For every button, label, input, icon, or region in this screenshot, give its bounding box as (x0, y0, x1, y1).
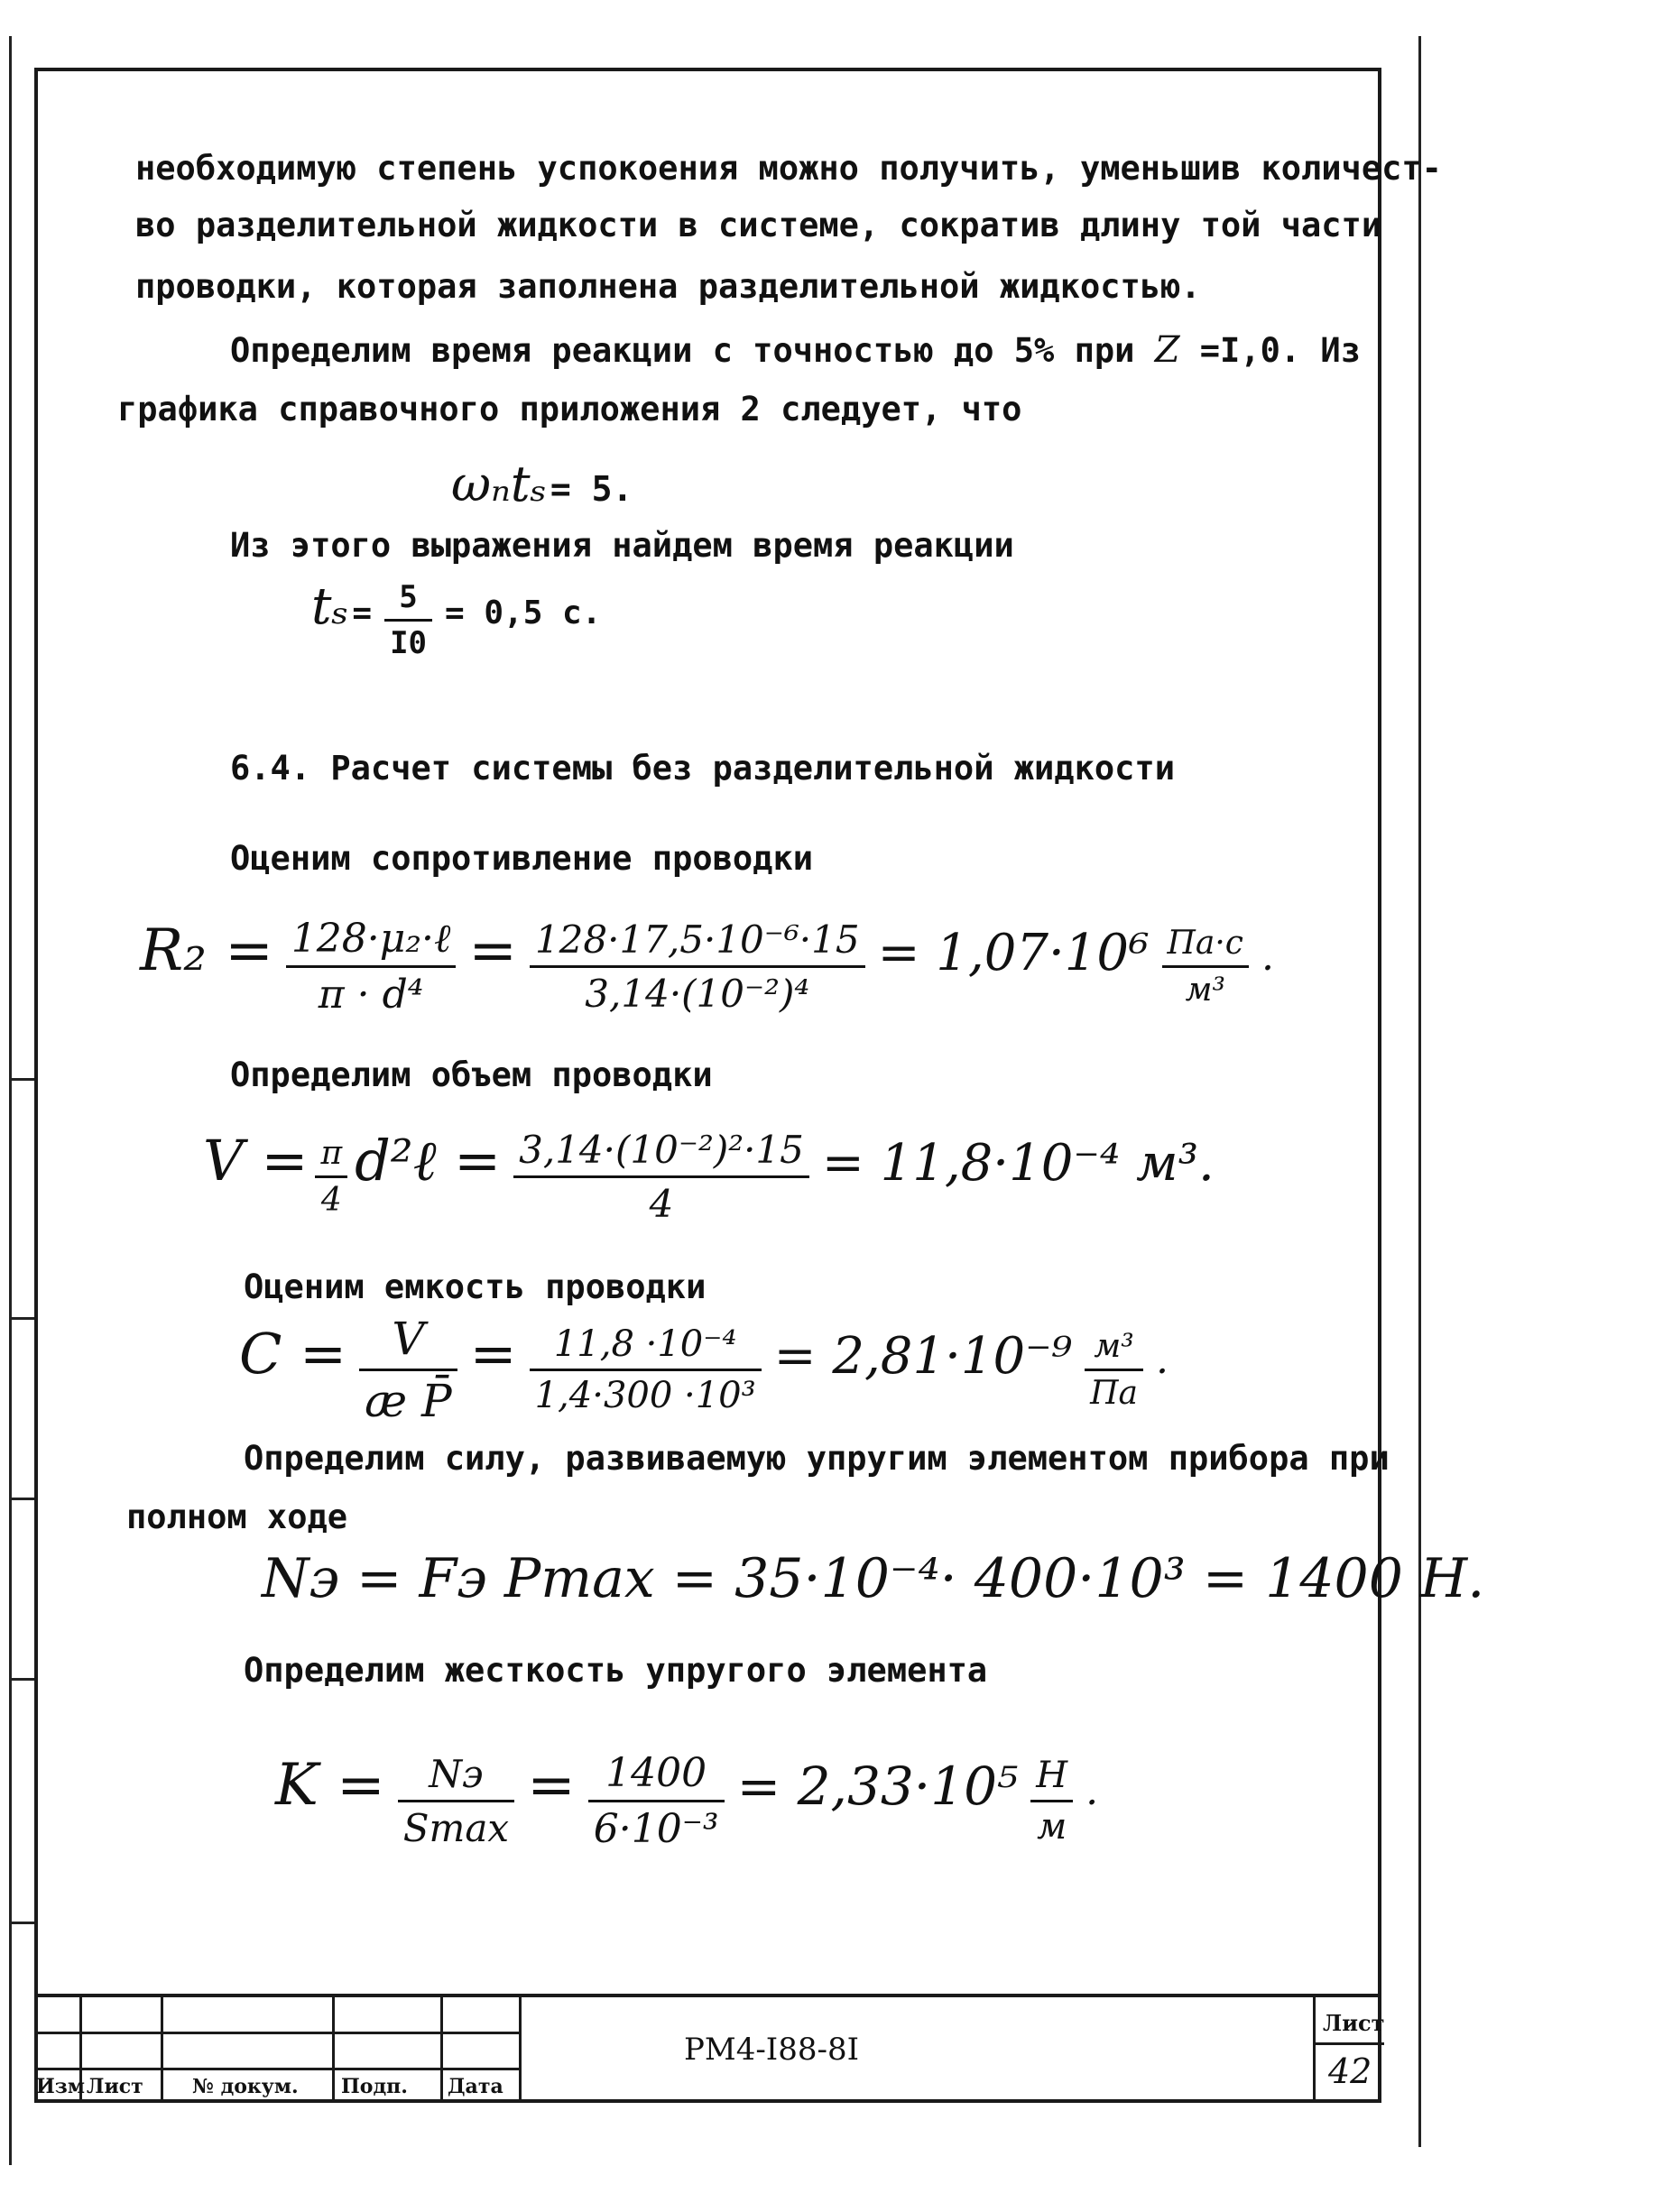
paragraph-line: графика справочного приложения 2 следует, что (117, 390, 1022, 429)
paragraph-text: =I,0. Из (1199, 331, 1361, 370)
unit-fraction (1162, 925, 1249, 1009)
fraction (359, 1313, 457, 1427)
fraction-numerator: π (320, 1135, 343, 1172)
grid-line (332, 1997, 335, 2103)
equals-sign: = (469, 1321, 517, 1387)
fraction-denominator: 6·10⁻³ (588, 1800, 725, 1852)
fraction-denominator: æ P̄ (359, 1369, 457, 1427)
grid-line (34, 2032, 522, 2034)
paragraph-line: полном ходе (126, 1498, 348, 1536)
equation-lhs: K = (275, 1752, 385, 1820)
sheet-box (1313, 1997, 1384, 2103)
grid-line (34, 2068, 522, 2070)
equation-rhs: = 5. (550, 469, 633, 509)
equation-lhs: C = (239, 1321, 347, 1387)
unit-denominator: м³ (1162, 965, 1249, 1009)
section-heading: 6.4. Расчет системы без разделительной жидкости (230, 749, 1175, 788)
fraction-numerator: Nэ (429, 1752, 484, 1796)
fraction-numerator: 128·μ₂·ℓ (291, 916, 451, 962)
fraction-numerator: V (392, 1313, 425, 1365)
col-data-label: Дата (448, 2075, 503, 2098)
equation-result: = 2,33·10⁵ (736, 1756, 1019, 1818)
paragraph-line: проводки, которая заполнена разделительной жидкостью. (135, 267, 1201, 306)
fraction-denominator: 1,4·300 ·10³ (530, 1369, 762, 1416)
sheet-separator (1316, 2042, 1384, 2045)
grid-line (519, 1997, 522, 2103)
fraction-denominator: 4 (513, 1175, 809, 1226)
equals-sign: = (527, 1752, 576, 1820)
equation-period: . (1261, 934, 1274, 981)
col-doc-label: № докум. (192, 2075, 299, 2098)
fraction-denominator: Smax (398, 1800, 514, 1850)
unit-numerator: м³ (1094, 1328, 1134, 1365)
equation-result: = 1,07·10⁶ (877, 924, 1150, 983)
margin-tick (9, 1317, 36, 1320)
fraction-denominator: I0 (384, 619, 432, 661)
unit-fraction (1085, 1328, 1143, 1412)
equals-sign: = (352, 594, 373, 631)
col-izm-label: Изм (36, 2075, 85, 2098)
grid-line (161, 1997, 163, 2103)
unit-numerator: Н (1036, 1755, 1068, 1796)
unit-denominator: Па (1085, 1369, 1143, 1412)
equation-result: = 11,8·10⁻⁴ м³. (821, 1134, 1215, 1194)
equation-lhs: tₛ (311, 577, 349, 636)
binding-margin-line (9, 36, 12, 2165)
fraction (513, 1128, 809, 1226)
unit-denominator: м (1030, 1800, 1073, 1848)
paragraph-line: Оценим емкость проводки (244, 1267, 707, 1306)
margin-tick (9, 1078, 36, 1081)
fraction-numerator: 128·17,5·10⁻⁶·15 (534, 917, 860, 962)
unit-fraction (1030, 1755, 1073, 1848)
fraction (384, 579, 432, 661)
right-margin-line (1418, 36, 1421, 2147)
paragraph-line: Определим силу, развиваемую упругим элементом прибора при (244, 1439, 1390, 1478)
fraction-denominator: π · d⁴ (286, 965, 457, 1018)
equation-volume (203, 1128, 1215, 1226)
fraction (588, 1750, 725, 1852)
fraction-numerator: 3,14·(10⁻²)²·15 (519, 1128, 804, 1172)
document-code: РМ4-I88-8I (684, 2032, 860, 2068)
margin-tick (9, 1498, 36, 1500)
equation-resistance (140, 916, 1274, 1018)
unit-numerator: Па·с (1167, 925, 1243, 962)
equation-reaction-time (311, 577, 601, 661)
equation-stiffness (275, 1750, 1098, 1852)
fraction (398, 1752, 514, 1850)
grid-line (440, 1997, 443, 2103)
zeta-symbol: Z (1154, 329, 1180, 371)
fraction (315, 1135, 347, 1219)
fraction-denominator: 3,14·(10⁻²)⁴ (530, 965, 865, 1016)
fraction (530, 1323, 762, 1416)
paragraph-text: Определим время реакции с точностью до 5% при (230, 331, 1135, 370)
equation-result: = 2,81·10⁻⁹ (773, 1327, 1073, 1387)
fraction-numerator: 1400 (605, 1750, 707, 1796)
col-podp-label: Подп. (341, 2075, 408, 2098)
sheet-number: 42 (1328, 2051, 1372, 2091)
paragraph-line: во разделительной жидкости в системе, сократив длину той части (135, 206, 1382, 244)
equation-lhs: R₂ = (140, 917, 273, 985)
title-block (34, 1994, 1385, 2103)
margin-tick (9, 1922, 36, 1924)
equation-omega-t (451, 456, 633, 512)
equation-capacity (239, 1313, 1169, 1427)
equation-lhs: V = (203, 1128, 309, 1194)
paragraph-line (230, 329, 1361, 371)
equation-period: . (1156, 1337, 1169, 1384)
paragraph-line: Из этого выражения найдем время реакции (230, 526, 1014, 565)
paragraph-line: Определим объем проводки (230, 1055, 713, 1094)
sheet-label: Лист (1323, 2010, 1385, 2036)
margin-tick (9, 1678, 36, 1681)
equation-lhs: ωₙtₛ (451, 456, 547, 512)
paragraph-line: Оценим сопротивление проводки (230, 839, 814, 878)
revision-grid (34, 1997, 522, 2103)
fraction (286, 916, 457, 1018)
equation-period: . (1085, 1768, 1099, 1815)
paragraph-line: необходимую степень успокоения можно получить, уменьшив количест- (135, 149, 1442, 188)
equals-sign: = (468, 917, 517, 985)
fraction-numerator: 5 (399, 578, 418, 615)
col-list-label: Лист (87, 2075, 143, 2098)
fraction-denominator: 4 (315, 1175, 347, 1219)
fraction (530, 917, 865, 1016)
fraction-numerator: 11,8 ·10⁻⁴ (553, 1323, 737, 1365)
equation-middle: d²ℓ = (355, 1128, 502, 1194)
equation-force: Nэ = Fэ Pmax = 35·10⁻⁴· 400·10³ = 1400 Н. (262, 1547, 1485, 1610)
paragraph-line: Определим жесткость упругого элемента (244, 1651, 988, 1690)
equation-rhs: = 0,5 с. (445, 594, 602, 631)
